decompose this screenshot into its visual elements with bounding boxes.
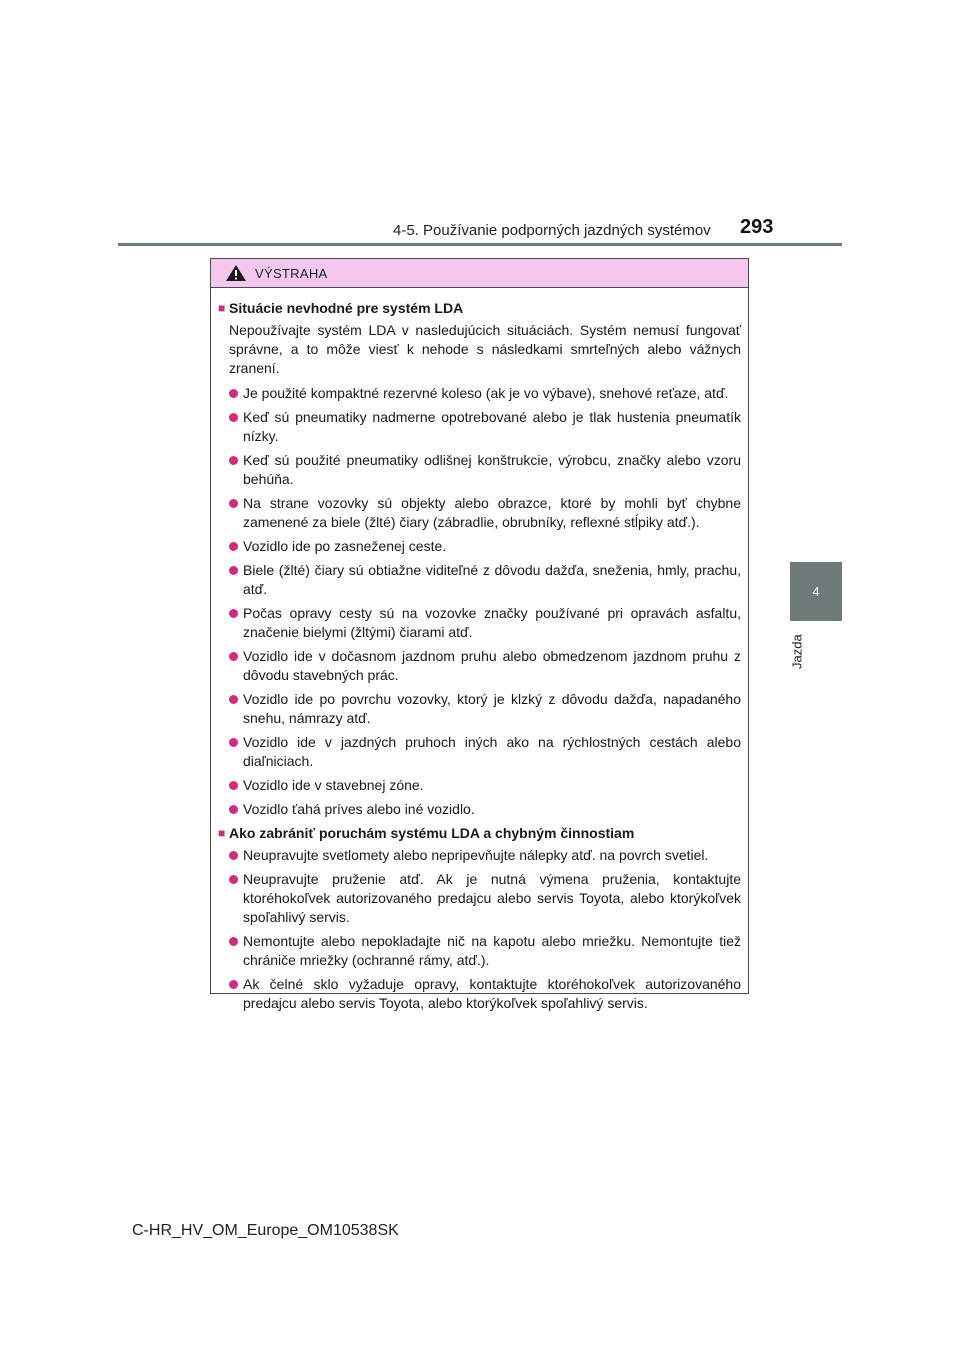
list-item-text: Vozidlo ide po zasneženej ceste. [243,538,447,554]
list-item [218,647,741,685]
list-item [218,690,741,728]
square-bullet-icon: ■ [218,826,226,840]
bullet-dot-icon [229,499,238,508]
list-item [218,384,741,403]
warning-body [211,288,748,1013]
list-item [218,537,741,556]
section-intro: Nepoužívajte systém LDA v nasledujúcich situáciách. Systém nemusí fungovať správne, a to môže viesť k nehode s následkami smrteľných alebo vážnych zranení. [229,322,741,376]
bullet-dot-icon [229,542,238,551]
list-item-text: Nemontujte alebo nepokladajte nič na kapotu alebo mriežku. Nemontujte tiež chrániče mriežky (ochranné rámy, atď.). [243,933,741,968]
bullet-dot-icon [229,937,238,946]
header-section-title: 4-5. Používanie podporných jazdných systémov [393,222,711,239]
list-item [218,776,741,795]
list-item-text: Vozidlo ide v stavebnej zóne. [243,777,424,793]
list-item [218,870,741,927]
list-item [218,932,741,970]
section-heading-text: Ako zabrániť poruchám systému LDA a chybným činnostiam [229,825,635,841]
list-item-text: Na strane vozovky sú objekty alebo obrazce, ktoré by mohli byť chybne zamenené za biele (žlté) čiary (zábradlie, obrubníky, reflexné stĺpiky atď.). [243,495,741,530]
bullet-dot-icon [229,781,238,790]
list-item [218,494,741,532]
section-heading-text: Situácie nevhodné pre systém LDA [229,300,464,316]
list-item [218,561,741,599]
bullet-dot-icon [229,980,238,989]
list-item-text: Keď sú pneumatiky nadmerne opotrebované alebo je tlak hustenia pneumatík nízky. [243,409,741,444]
list-item-text: Neupravujte svetlomety alebo nepripevňujte nálepky atď. na povrch svetiel. [243,847,709,863]
square-bullet-icon: ■ [218,301,226,315]
list-item [218,975,741,1013]
bullet-dot-icon [229,652,238,661]
section-heading [218,824,741,843]
list-item-text: Vozidlo ide po povrchu vozovky, ktorý je klzký z dôvodu dažďa, napadaného snehu, námrazy atď. [243,691,741,726]
warning-box [210,258,749,1011]
list-item-text: Je použité kompaktné rezervné koleso (ak je vo výbave), snehové reťaze, atď. [243,385,729,401]
list-item [218,733,741,771]
bullet-dot-icon [229,566,238,575]
list-item [218,604,741,642]
list-item [218,846,741,865]
list-item [218,800,741,819]
chapter-tab: 4 [790,562,842,621]
bullet-dot-icon [229,389,238,398]
warning-header [211,259,748,288]
header-rule [118,243,842,246]
list-item-text: Počas opravy cesty sú na vozovke značky používané pri opravách asfaltu, značenie bielymi (žltými) čiarami atď. [243,605,741,640]
bullet-dot-icon [229,851,238,860]
bullet-dot-icon [229,695,238,704]
list-item-text: Biele (žlté) čiary sú obtiažne viditeľné z dôvodu dažďa, sneženia, hmly, prachu, atď. [243,562,741,597]
bullet-dot-icon [229,456,238,465]
list-item [218,408,741,446]
bullet-dot-icon [229,805,238,814]
bullet-dot-icon [229,738,238,747]
bullet-dot-icon [229,609,238,618]
list-item-text: Vozidlo ťahá príves alebo iné vozidlo. [243,801,475,817]
list-item [218,451,741,489]
list-item-text: Neupravujte pruženie atď. Ak je nutná výmena pruženia, kontaktujte ktoréhokoľvek autorizovaného predajcu alebo servis Toyota, alebo ktorýkoľvek spoľahlivý servis. [243,871,741,925]
warning-triangle-icon [225,264,247,282]
list-item-text: Keď sú použité pneumatiky odlišnej konštrukcie, výrobcu, značky alebo vzoru behúňa. [243,452,741,487]
section-heading [218,299,741,318]
list-item-text: Ak čelné sklo vyžaduje opravy, kontaktujte ktoréhokoľvek autorizovaného predajcu alebo servis Toyota, alebo ktorýkoľvek spoľahlivý servis. [243,976,741,1011]
chapter-label: Jazda [789,634,805,670]
warning-title: VÝSTRAHA [255,265,328,281]
list-item-text: Vozidlo ide v jazdných pruhoch iných ako na rýchlostných cestách alebo diaľniciach. [243,734,741,769]
bullet-dot-icon [229,875,238,884]
bullet-dot-icon [229,413,238,422]
page-number: 293 [740,216,774,238]
document-id: C-HR_HV_OM_Europe_OM10538SK [132,1222,399,1239]
list-item-text: Vozidlo ide v dočasnom jazdnom pruhu alebo obmedzenom jazdnom pruhu z dôvodu stavebných prác. [243,648,741,683]
